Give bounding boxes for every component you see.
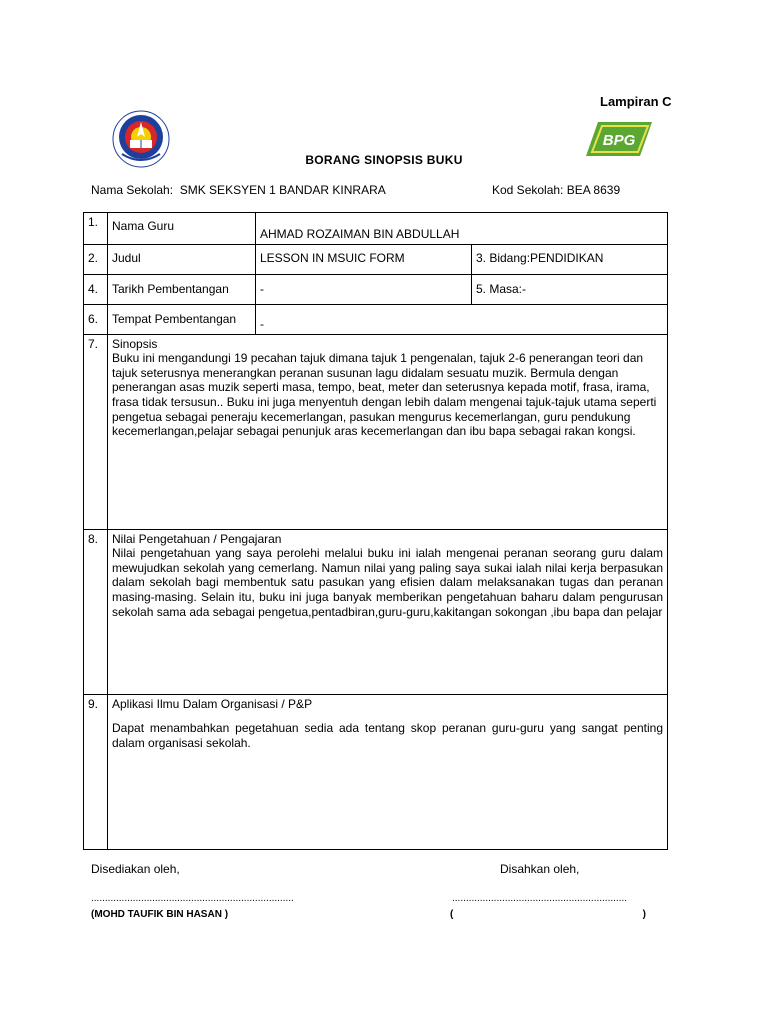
sinopsis-cell: [108, 334, 668, 529]
school-label: Nama Sekolah:: [91, 183, 174, 197]
approver-close-paren: ): [642, 909, 646, 920]
approved-by-label: Disahkan oleh,: [500, 862, 580, 876]
tarikh-value: -: [256, 274, 472, 304]
signature-line-left: .........................................................................: [91, 893, 294, 904]
row-label: Tempat Pembentangan: [108, 304, 256, 334]
aplikasi-text: Dapat menambahkan pegetahuan sedia ada tentang skop peranan guru-guru yang sangat penting dalam organisasi sekolah.: [112, 721, 663, 750]
school-line: [91, 183, 386, 197]
row-label: Nama Guru: [108, 213, 256, 245]
row-tarikh: [84, 274, 668, 304]
row-number: 6.: [84, 304, 108, 334]
row-number: 8.: [84, 529, 108, 694]
bidang-value: 3. Bidang:PENDIDIKAN: [472, 244, 668, 274]
tempat-value: -: [256, 304, 668, 334]
nilai-label: Nilai Pengetahuan / Pengajaran: [112, 531, 282, 546]
signature-line-right: ...............................................................: [452, 893, 628, 904]
row-aplikasi: [84, 694, 668, 849]
nama-guru-value: AHMAD ROZAIMAN BIN ABDULLAH: [256, 213, 668, 245]
row-judul: [84, 244, 668, 274]
row-number: 2.: [84, 244, 108, 274]
row-tempat: [84, 304, 668, 334]
lampiran-label: Lampiran C: [600, 94, 672, 109]
row-number: 1.: [84, 213, 108, 245]
aplikasi-cell: [108, 694, 668, 849]
kod-line: [492, 183, 620, 197]
sinopsis-label: Sinopsis: [112, 336, 158, 351]
approver-name: [450, 909, 646, 920]
school-name: SMK SEKSYEN 1 BANDAR KINRARA: [179, 183, 386, 197]
row-nama-guru: [84, 213, 668, 245]
page-title: BORANG SINOPSIS BUKU: [305, 153, 463, 167]
prepared-by-label: Disediakan oleh,: [91, 862, 180, 876]
judul-value: LESSON IN MSUIC FORM: [256, 244, 472, 274]
kod-label: Kod Sekolah:: [492, 183, 564, 197]
row-number: 9.: [84, 694, 108, 849]
approver-open-paren: (: [450, 909, 454, 920]
nilai-cell: [108, 529, 668, 694]
sinopsis-text: Buku ini mengandungi 19 pecahan tajuk dimana tajuk 1 pengenalan, tajuk 2-6 penerangan teori dan tajuk seterusnya menerangkan peranan susunan lagu didalam sesuatu muzik. Bermula dengan penerangan asas muzik seperti masa, tempo, beat, meter dan seterusnya kepada motif, frasa, irama, frasa tidak tersusun.. Buku ini juga menyentuh dengan lebih dalam mengenai tajuk-tajuk utama seperti pengetua sebagai peneraju kecemerlangan, pasukan mengurus kecemerlangan, guru pendukung kecemerlangan,pelajar sebagai penunjuk aras kecemerlangan dan ibu bapa sebagai rakan kongsi.: [112, 351, 657, 439]
row-label: Tarikh Pembentangan: [108, 274, 256, 304]
preparer-name: (MOHD TAUFIK BIN HASAN ): [91, 909, 229, 920]
bpg-logo-text: BPG: [602, 132, 636, 149]
aplikasi-label: Aplikasi Ilmu Dalam Organisasi / P&P: [112, 696, 313, 711]
synopsis-form: [83, 212, 668, 850]
row-label: Judul: [108, 244, 256, 274]
masa-value: 5. Masa:-: [472, 274, 668, 304]
row-nilai: [84, 529, 668, 694]
row-number: 4.: [84, 274, 108, 304]
row-number: 7.: [84, 334, 108, 529]
kod-value: BEA 8639: [566, 183, 621, 197]
nilai-text: Nilai pengetahuan yang saya perolehi melalui buku ini ialah mengenai peranan seorang guru dalam mewujudkan sekolah yang cemerlang. Namun nilai yang paling saya sukai ialah nilai kerja berpasukan dalam sekolah bagi membentuk satu pasukan yang efisien dalam melaksanakan tugas dan peranan masing-masing. Selain itu, buku ini juga banyak memberikan pengetahuan baharu dalam pengurusan sekolah sama ada sebagai pengetua,pentadbiran,guru-guru,kakitangan sokongan ,ibu bapa dan pelajar: [112, 546, 663, 619]
row-sinopsis: [84, 334, 668, 529]
